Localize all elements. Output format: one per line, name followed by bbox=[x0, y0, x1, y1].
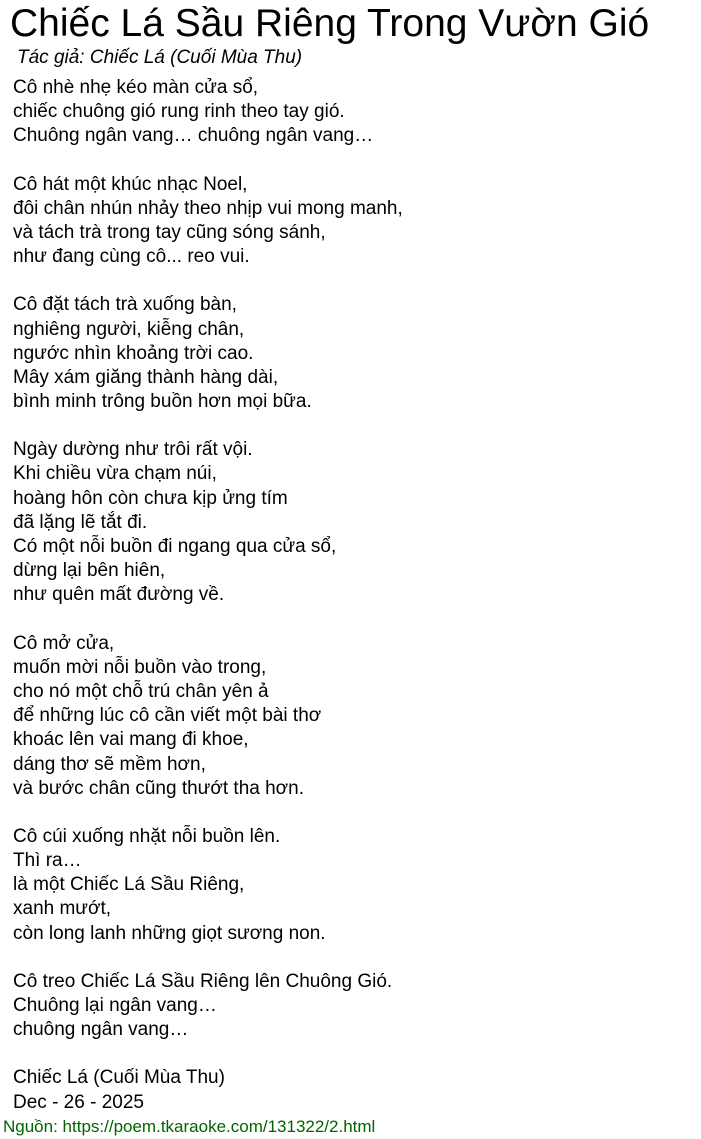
poem-line: khoác lên vai mang đi khoe, bbox=[13, 729, 249, 751]
poem-line: Thì ra… bbox=[13, 850, 82, 872]
poem-line: còn long lanh những giọt sương non. bbox=[13, 922, 326, 944]
poem-line: chiếc chuông gió rung rinh theo tay gió. bbox=[13, 101, 345, 123]
poem-line: đôi chân nhún nhảy theo nhịp vui mong manh, bbox=[13, 197, 403, 219]
stanza bbox=[13, 632, 693, 801]
stanza bbox=[13, 825, 693, 946]
poem-line: chuông ngân vang… bbox=[13, 1019, 189, 1041]
poem-line: bình minh trông buồn hơn mọi bữa. bbox=[13, 391, 312, 413]
poem-line: muốn mời nỗi buồn vào trong, bbox=[13, 656, 267, 678]
source-link[interactable]: Nguồn: https://poem.tkaraoke.com/131322/2.html bbox=[3, 1117, 376, 1136]
stanza bbox=[13, 970, 693, 1043]
poem-line: Cô nhè nhẹ kéo màn cửa sổ, bbox=[13, 77, 259, 98]
poem-line: Cô treo Chiếc Lá Sầu Riêng lên Chuông Gió. bbox=[13, 970, 393, 992]
poem-line: là một Chiếc Lá Sầu Riêng, bbox=[13, 874, 245, 896]
poem-line: Khi chiều vừa chạm núi, bbox=[13, 463, 217, 485]
poem-line: Có một nỗi buồn đi ngang qua cửa sổ, bbox=[13, 536, 337, 557]
signature-block bbox=[13, 1066, 693, 1114]
poem-author: Tác giả: Chiếc Lá (Cuối Mùa Thu) bbox=[17, 47, 303, 68]
poem-line: Ngày dường như trôi rất vội. bbox=[13, 439, 253, 461]
poem-line: như đang cùng cô... reo vui. bbox=[13, 246, 250, 268]
poem-line: Mây xám giăng thành hàng dài, bbox=[13, 366, 279, 388]
stanza bbox=[13, 173, 693, 270]
stanza bbox=[13, 76, 693, 149]
poem-line: Cô hát một khúc nhạc Noel, bbox=[13, 173, 248, 195]
poem-line: cho nó một chỗ trú chân yên ả bbox=[13, 680, 269, 702]
poem-line: xanh mướt, bbox=[13, 898, 112, 920]
poem-body bbox=[13, 76, 693, 1139]
poem-line: hoàng hôn còn chưa kịp ửng tím bbox=[13, 487, 288, 509]
poem-line: Cô cúi xuống nhặt nỗi buồn lên. bbox=[13, 825, 281, 847]
signature-name: Chiếc Lá (Cuối Mùa Thu) bbox=[13, 1067, 225, 1089]
poem-line: Chuông lại ngân vang… bbox=[13, 995, 217, 1016]
poem-line: Chuông ngân vang… chuông ngân vang… bbox=[13, 125, 374, 147]
poem-line: dáng thơ sẽ mềm hơn, bbox=[13, 753, 206, 775]
poem-line: đã lặng lẽ tắt đi. bbox=[13, 511, 148, 533]
signature-date: Dec - 26 - 2025 bbox=[13, 1091, 144, 1113]
poem-line: nghiêng người, kiễng chân, bbox=[13, 318, 245, 340]
poem-line: để những lúc cô cần viết một bài thơ bbox=[13, 705, 322, 727]
poem-line: ngước nhìn khoảng trời cao. bbox=[13, 342, 254, 364]
poem-line: và tách trà trong tay cũng sóng sánh, bbox=[13, 221, 326, 243]
poem-line: Cô mở cửa, bbox=[13, 632, 115, 654]
poem-line: và bước chân cũng thướt tha hơn. bbox=[13, 777, 304, 799]
poem-line: dừng lại bên hiên, bbox=[13, 560, 166, 582]
poem-line: như quên mất đường về. bbox=[13, 584, 225, 606]
stanza bbox=[13, 438, 693, 607]
poem-title: Chiếc Lá Sầu Riêng Trong Vườn Gió bbox=[10, 2, 650, 45]
stanza bbox=[13, 293, 693, 414]
poem-line: Cô đặt tách trà xuống bàn, bbox=[13, 294, 237, 316]
